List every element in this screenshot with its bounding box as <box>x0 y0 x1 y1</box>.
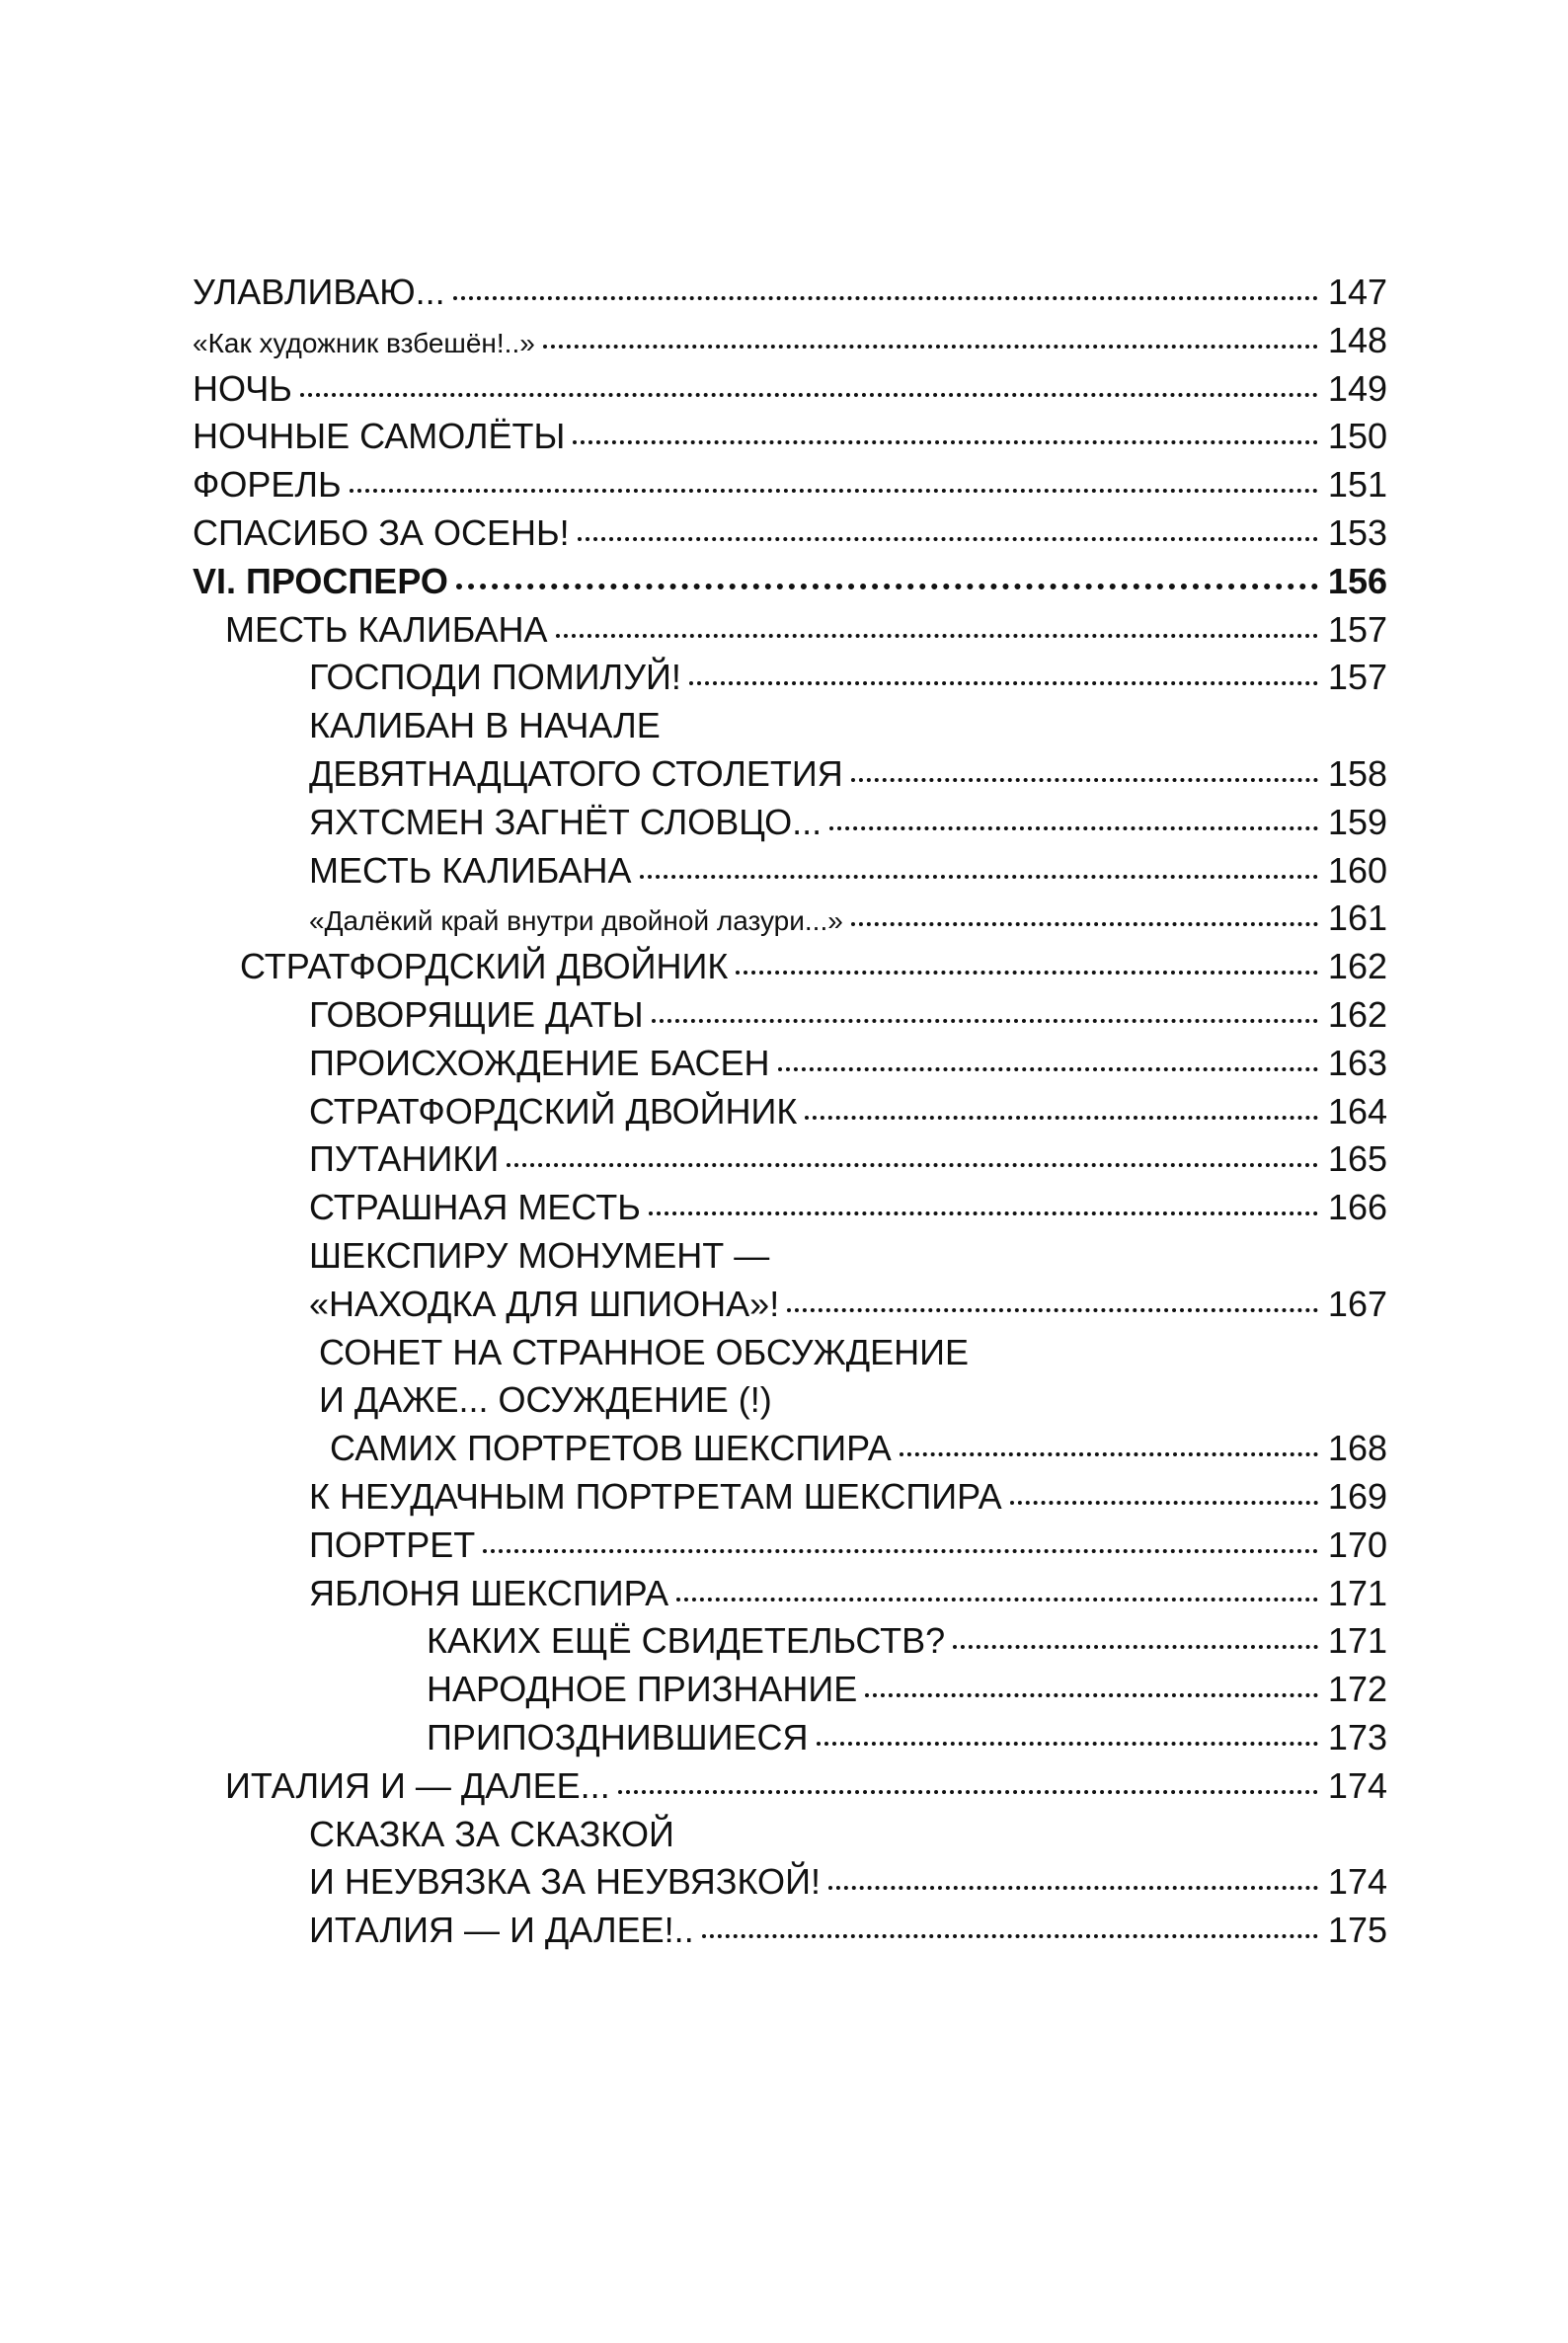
dot-leader <box>851 922 1318 926</box>
dot-leader <box>851 778 1318 782</box>
toc-entry-page: 157 <box>1327 657 1387 698</box>
toc-entry-page: 148 <box>1327 319 1387 360</box>
toc-entry-page: 174 <box>1327 1764 1387 1806</box>
dot-leader <box>865 1693 1318 1697</box>
toc-entry <box>193 1088 1387 1136</box>
toc-entry <box>193 1907 1387 1955</box>
toc-entry-page: 166 <box>1327 1187 1387 1228</box>
toc-entry-title: СОНЕТ НА СТРАННОЕ ОБСУЖДЕНИЕ <box>319 1331 970 1372</box>
toc-entry-line <box>193 1232 1387 1281</box>
toc-entry-page: 167 <box>1327 1283 1387 1324</box>
toc-entry-title: МЕСТЬ КАЛИБАНА <box>309 849 632 891</box>
toc-entry <box>193 1617 1387 1666</box>
toc-entry-title: И НЕУВЯЗКА ЗА НЕУВЯЗКОЙ! <box>309 1861 821 1903</box>
toc-entry <box>193 1184 1387 1232</box>
toc-entry-title: VI. ПРОСПЕРО <box>193 560 448 601</box>
dot-leader <box>573 440 1318 444</box>
toc-entry <box>193 1040 1387 1088</box>
dot-leader <box>507 1163 1318 1167</box>
toc-entry-page: 164 <box>1327 1090 1387 1132</box>
toc-entry-page: 170 <box>1327 1523 1387 1565</box>
toc-entry-page: 149 <box>1327 367 1387 409</box>
toc-entry-page: 150 <box>1327 416 1387 457</box>
toc-entry-title: ИТАЛИЯ — И ДАЛЕЕ!.. <box>309 1910 694 1951</box>
dot-leader <box>300 393 1318 397</box>
toc-entry-title: СПАСИБО ЗА ОСЕНЬ! <box>193 511 570 553</box>
dot-leader <box>618 1790 1318 1794</box>
dot-leader <box>649 1211 1318 1215</box>
toc-entry-title: «НАХОДКА ДЛЯ ШПИОНА»! <box>309 1283 780 1324</box>
dot-leader <box>640 875 1318 879</box>
toc-entry-title: СТРАТФОРДСКИЙ ДВОЙНИК <box>309 1090 798 1132</box>
toc-entry-line <box>193 1811 1387 1859</box>
toc-entry-title: СКАЗКА ЗА СКАЗКОЙ <box>309 1813 674 1854</box>
toc-entry-page: 157 <box>1327 608 1387 650</box>
toc-entry-title: НАРОДНОЕ ПРИЗНАНИЕ <box>427 1669 858 1710</box>
toc-entry-page: 156 <box>1327 560 1387 601</box>
dot-leader <box>453 296 1318 300</box>
dot-leader <box>578 537 1318 541</box>
toc-entry-line <box>193 1376 1387 1425</box>
toc-entry-title: СТРАТФОРДСКИЙ ДВОЙНИК <box>240 946 729 987</box>
dot-leader <box>543 345 1318 349</box>
dot-leader <box>953 1645 1318 1649</box>
toc-entry <box>193 991 1387 1040</box>
toc-entry-page: 174 <box>1327 1861 1387 1903</box>
toc-entry-title: КАЛИБАН В НАЧАЛЕ <box>309 705 661 746</box>
toc-entry-title: «Далёкий край внутри двойной лазури...» <box>309 905 843 937</box>
toc-entry <box>193 1762 1387 1811</box>
toc-entry-page: 172 <box>1327 1669 1387 1710</box>
toc-entry <box>193 365 1387 414</box>
toc-entry <box>193 1425 1387 1473</box>
toc-entry-page: 160 <box>1327 849 1387 891</box>
toc-entry-line <box>193 1329 1387 1377</box>
toc-section-heading <box>193 558 1387 606</box>
toc-entry-page: 163 <box>1327 1042 1387 1083</box>
dot-leader <box>483 1549 1318 1553</box>
toc-entry <box>193 750 1387 799</box>
toc-entry <box>193 1858 1387 1907</box>
toc-entry-line <box>193 702 1387 750</box>
dot-leader <box>676 1598 1318 1601</box>
toc-entry-page: 147 <box>1327 272 1387 312</box>
dot-leader <box>556 634 1318 638</box>
toc-entry-title: СТРАШНАЯ МЕСТЬ <box>309 1187 641 1228</box>
toc-entry-page: 171 <box>1327 1572 1387 1613</box>
toc-entry-title: САМИХ ПОРТРЕТОВ ШЕКСПИРА <box>330 1428 892 1469</box>
dot-leader <box>456 584 1318 589</box>
toc-entry-title: ЯБЛОНЯ ШЕКСПИРА <box>309 1572 669 1613</box>
toc-entry <box>193 1666 1387 1714</box>
toc-entry <box>193 847 1387 896</box>
dot-leader <box>805 1116 1318 1120</box>
toc-entry-title: НОЧНЫЕ САМОЛЁТЫ <box>193 416 566 457</box>
toc-entry-title: К НЕУДАЧНЫМ ПОРТРЕТАМ ШЕКСПИРА <box>309 1475 1002 1517</box>
toc-entry-title: НОЧЬ <box>193 367 292 409</box>
toc-entry <box>193 606 1387 655</box>
dot-leader <box>652 1019 1318 1023</box>
toc-entry <box>193 654 1387 702</box>
toc-entry-title: ШЕКСПИРУ МОНУМЕНТ — <box>309 1234 770 1276</box>
toc-entry-page: 168 <box>1327 1428 1387 1469</box>
toc-entry <box>193 509 1387 558</box>
toc-entry <box>193 269 1387 317</box>
toc-entry-title: ФОРЕЛЬ <box>193 464 342 506</box>
toc-entry <box>193 1281 1387 1329</box>
toc-entry <box>193 1714 1387 1762</box>
toc-entry-page: 159 <box>1327 801 1387 842</box>
toc-entry-title: ПУТАНИКИ <box>309 1138 500 1180</box>
dot-leader <box>900 1452 1318 1456</box>
toc-entry-page: 175 <box>1327 1910 1387 1951</box>
toc-entry <box>193 943 1387 991</box>
toc-entry <box>193 317 1387 365</box>
toc-entry-title: И ДАЖЕ... ОСУЖДЕНИЕ (!) <box>319 1379 772 1421</box>
toc-entry-title: «Как художник взбешён!..» <box>193 327 535 358</box>
toc-entry-title: ПРИПОЗДНИВШИЕСЯ <box>427 1716 809 1757</box>
toc-entry-title: УЛАВЛИВАЮ... <box>193 272 445 312</box>
toc-entry-page: 162 <box>1327 993 1387 1035</box>
toc-entry <box>193 1522 1387 1570</box>
toc-entry-page: 162 <box>1327 946 1387 987</box>
toc-entry <box>193 1135 1387 1184</box>
toc-entry-page: 169 <box>1327 1475 1387 1517</box>
toc-entry-title: ГОВОРЯЩИЕ ДАТЫ <box>309 993 644 1035</box>
toc-entry-title: ЯХТСМЕН ЗАГНЁТ СЛОВЦО... <box>309 801 823 842</box>
dot-leader <box>817 1742 1318 1746</box>
dot-leader <box>350 489 1318 493</box>
table-of-contents <box>193 269 1387 1955</box>
toc-entry-page: 158 <box>1327 752 1387 794</box>
toc-entry <box>193 1570 1387 1618</box>
toc-entry-page: 165 <box>1327 1138 1387 1180</box>
toc-entry <box>193 413 1387 461</box>
toc-entry-title: ИТАЛИЯ И — ДАЛЕЕ... <box>225 1764 610 1806</box>
dot-leader <box>829 826 1318 830</box>
dot-leader <box>828 1886 1318 1890</box>
dot-leader <box>787 1308 1318 1312</box>
toc-entry <box>193 799 1387 847</box>
toc-entry-page: 151 <box>1327 464 1387 506</box>
toc-entry-page: 173 <box>1327 1716 1387 1757</box>
toc-entry <box>193 461 1387 509</box>
toc-entry-title: ГОСПОДИ ПОМИЛУЙ! <box>309 657 681 698</box>
dot-leader <box>778 1067 1318 1071</box>
dot-leader <box>736 971 1318 975</box>
toc-entry-title: КАКИХ ЕЩЁ СВИДЕТЕЛЬСТВ? <box>427 1620 946 1662</box>
toc-entry-page: 153 <box>1327 511 1387 553</box>
dot-leader <box>1010 1501 1318 1505</box>
toc-entry-title: ДЕВЯТНАДЦАТОГО СТОЛЕТИЯ <box>309 752 843 794</box>
toc-entry <box>193 1473 1387 1522</box>
toc-entry <box>193 895 1387 943</box>
toc-entry-title: МЕСТЬ КАЛИБАНА <box>225 608 548 650</box>
dot-leader <box>689 681 1318 685</box>
dot-leader <box>702 1934 1318 1938</box>
toc-entry-page: 161 <box>1327 898 1387 939</box>
toc-entry-title: ПОРТРЕТ <box>309 1523 476 1565</box>
toc-entry-page: 171 <box>1327 1620 1387 1662</box>
toc-entry-title: ПРОИСХОЖДЕНИЕ БАСЕН <box>309 1042 770 1083</box>
